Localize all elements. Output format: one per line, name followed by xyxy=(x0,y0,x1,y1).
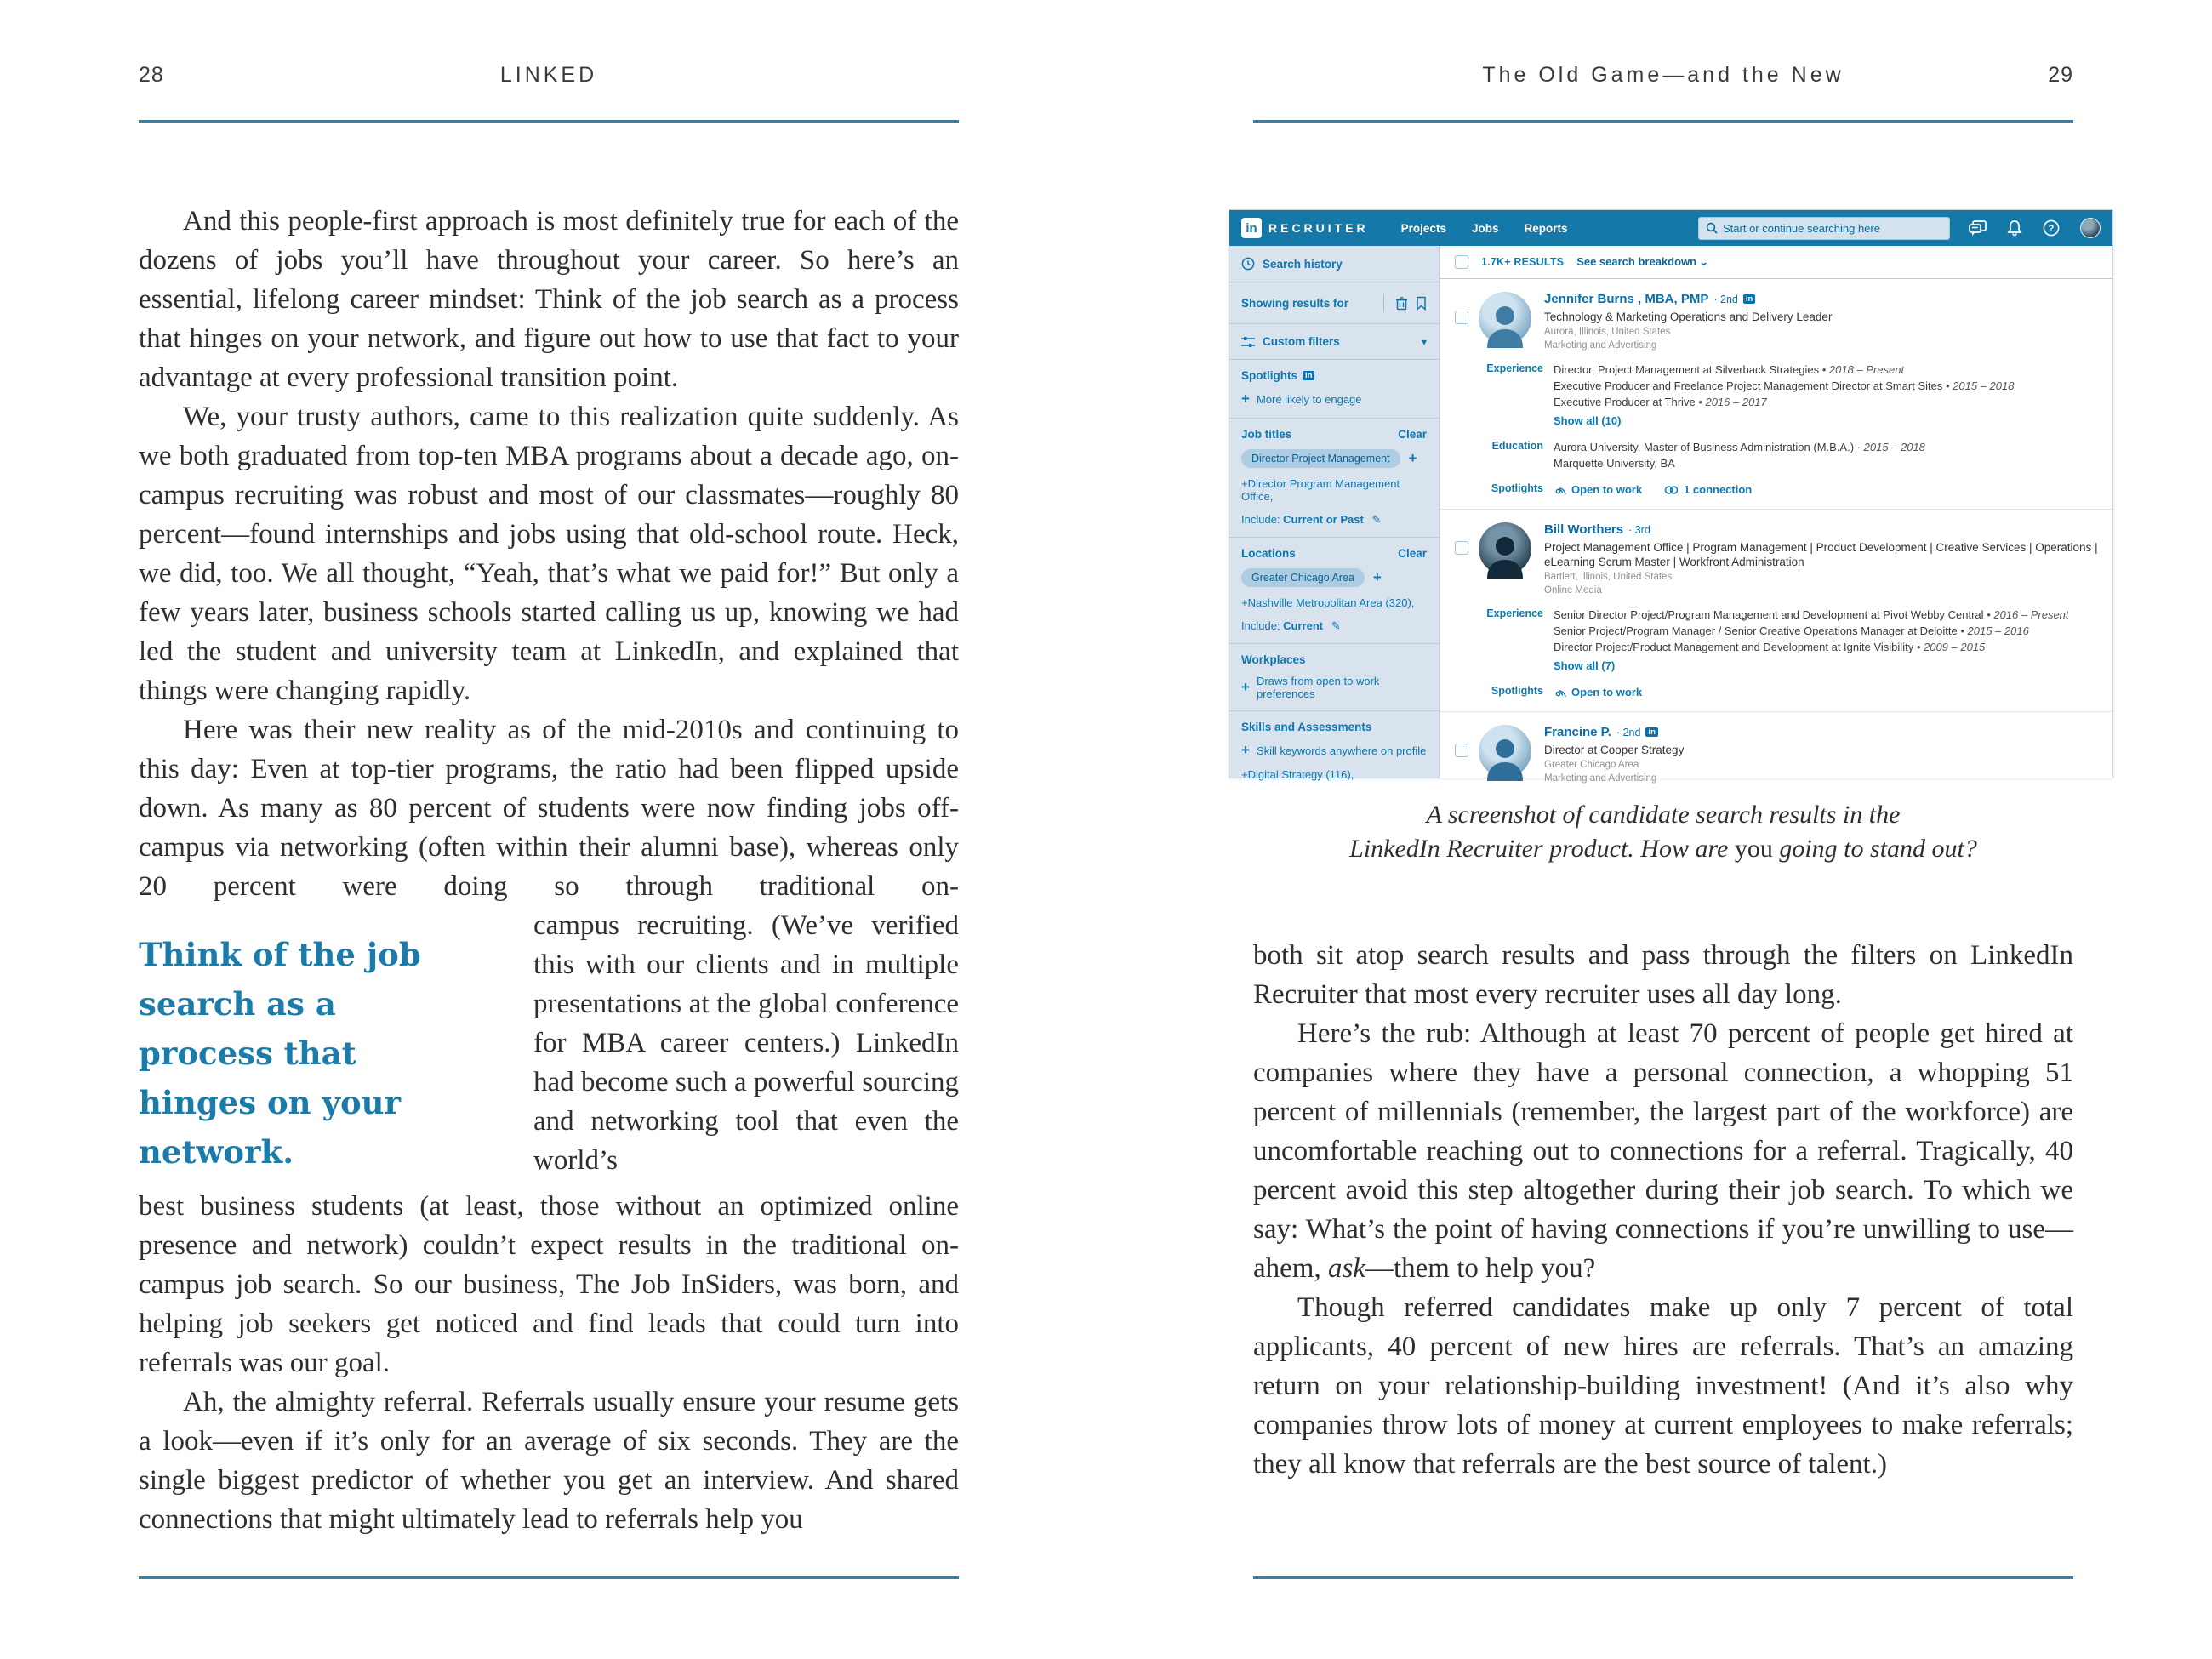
recruiter-filter-sidebar xyxy=(1229,246,1440,781)
paragraph: Though referred candidates make up only 7 percent of total applicants, 40 percent of new hires are referrals. That’s an amazing return on your relationship-building investment! (And it’s also why companies throw lots of money at current employees to make referrals; they all know that referrals are the best source of talent.) xyxy=(1253,1292,2073,1479)
education-item: Aurora University, Master of Business Administration (M.B.A.) · 2015 – 2018 xyxy=(1554,441,1925,453)
chevron-down-icon[interactable]: ▾ xyxy=(1421,335,1427,348)
connection-degree: · 2nd xyxy=(1713,293,1738,305)
bookmark-icon[interactable] xyxy=(1416,296,1427,311)
edit-pencil-icon[interactable]: ✎ xyxy=(1331,619,1341,632)
include-setting: Include: Current or Past ✎ xyxy=(1241,513,1382,526)
clock-icon xyxy=(1241,257,1255,271)
see-search-breakdown-link[interactable]: See search breakdown ⌄ xyxy=(1576,255,1708,268)
nav-jobs[interactable]: Jobs xyxy=(1471,221,1499,235)
right-bottom-rule xyxy=(1253,1576,2073,1579)
search-history-item[interactable]: Search history xyxy=(1229,246,1439,282)
candidate-location: Greater Chicago Area xyxy=(1544,760,1639,770)
paragraph: both sit atop search results and pass through the filters on LinkedIn Recruiter that most every recruiter uses all day long. xyxy=(1253,940,2073,1010)
candidate-card xyxy=(1440,279,2112,510)
search-icon xyxy=(1706,222,1718,234)
locations-section xyxy=(1229,538,1439,644)
open-to-work-spotlight[interactable]: Open to work xyxy=(1554,482,1642,498)
profile-photo[interactable] xyxy=(1479,522,1531,575)
pull-quote-zone xyxy=(139,906,959,1187)
help-icon[interactable] xyxy=(2043,219,2060,237)
paragraph: We, your trusty authors, came to this realization quite suddenly. As we both graduated from top-ten MBA programs about a decade ago, on-campus recruiting was robust and most of our classmates—roughly 80 percent—found internships and jobs using that old-school route. Heck, we did, too. We all thought, “Yeah, that’s what we paid for!” But only a few years later, business schools started calling us up, knowing we had led the student and university team at LinkedIn, and explained that things were changing rapidly. xyxy=(139,402,959,706)
page-number: 29 xyxy=(2048,63,2073,87)
spotlights-label: Spotlights xyxy=(1491,685,1543,697)
experience-item: Senior Project/Program Manager / Senior Creative Operations Manager at Deloitte • 2015 – 2016 xyxy=(1554,624,2029,637)
connection-spotlight[interactable]: 1 connection xyxy=(1664,482,1752,498)
job-title-suggestion[interactable]: +Director Program Management Office, xyxy=(1241,477,1400,503)
locations-label: Locations xyxy=(1241,547,1296,560)
open-to-work-icon xyxy=(1554,483,1566,496)
education-item: Marquette University, BA xyxy=(1554,457,1675,470)
candidate-location: Bartlett, Illinois, United States xyxy=(1544,572,1673,582)
caption-emphasis: you xyxy=(1734,835,1773,863)
linkedin-recruiter-screenshot xyxy=(1229,209,2113,784)
workplaces-label: Workplaces xyxy=(1241,653,1306,666)
skills-section xyxy=(1229,711,1439,791)
linkedin-logo-icon[interactable]: in xyxy=(1241,218,1262,238)
candidate-industry: Online Media xyxy=(1544,585,1602,596)
experience-item: Director Project/Product Management and Development at Ignite Visibility • 2009 – 2015 xyxy=(1554,641,1986,653)
candidate-headline: Director at Cooper Strategy xyxy=(1544,744,1685,756)
candidate-industry: Marketing and Advertising xyxy=(1544,340,1657,351)
add-job-title-button[interactable]: + xyxy=(1408,450,1417,466)
spotlights-section: Spotlights in + More likely to engage xyxy=(1229,360,1439,419)
right-page-header xyxy=(1253,63,2073,123)
search-input[interactable] xyxy=(1723,222,1942,235)
paragraph: best business students (at least, those without an optimized online presence and network) couldn’t expect results in the traditional on-campus job search. So our business, The Job InSiders, was born, and helping job seekers get noticed and find leads that could turn into referrals was our goal. xyxy=(139,1191,959,1378)
connection-link-icon xyxy=(1664,485,1679,495)
search-box[interactable] xyxy=(1698,217,1950,240)
running-head: LINKED xyxy=(499,63,598,87)
recruiter-nav xyxy=(1401,222,1568,235)
candidate-checkbox[interactable] xyxy=(1455,744,1468,757)
job-titles-section xyxy=(1229,419,1439,538)
include-setting: Include: Current ✎ xyxy=(1241,619,1341,632)
experience-item: Director, Project Management at Silverback Strategies • 2018 – Present xyxy=(1554,363,1905,376)
custom-filters-row[interactable]: Custom filters ▾ xyxy=(1229,324,1439,360)
nav-reports[interactable]: Reports xyxy=(1524,221,1568,235)
show-all-experience-link[interactable]: Show all (10) xyxy=(1554,414,1622,427)
results-header xyxy=(1440,246,2112,279)
left-page-body xyxy=(139,202,959,1539)
clear-job-titles-button[interactable]: Clear xyxy=(1398,428,1427,441)
page-number: 28 xyxy=(139,63,164,87)
profile-photo[interactable] xyxy=(1479,725,1531,778)
spotlight-filter-item[interactable]: + More likely to engage xyxy=(1241,391,1362,407)
paragraph: And this people-first approach is most definitely true for each of the dozens of jobs you’ll have throughout your career. So here’s an essential, lifelong career mindset: Think of the job search as a process that hinges on your network, and figure out how to use that fact to your advantage at every professional transition point. xyxy=(139,206,959,393)
candidate-card xyxy=(1440,510,2112,712)
plus-icon: + xyxy=(1241,742,1250,758)
linkedin-badge-icon: in xyxy=(1303,371,1314,381)
filter-sliders-icon xyxy=(1241,336,1255,348)
running-head: The Old Game—and the New xyxy=(1482,63,1844,87)
figure-caption: A screenshot of candidate search results in the LinkedIn Recruiter product. How are you going to stand out? xyxy=(1349,801,1977,863)
profile-photo[interactable] xyxy=(1479,292,1531,345)
candidate-headline: Project Management Office | Program Management | Product Development | Creative Services | Operations | eLearning Scrum Master | Workfront Administration xyxy=(1544,541,2098,568)
paragraph: campus recruiting. (We’ve verified this with our clients and in multiple presentations at the global conference for MBA career centers.) LinkedIn had become such a powerful sourcing and networking tool that even the world’s xyxy=(533,910,959,1176)
trash-icon[interactable] xyxy=(1395,296,1408,311)
recruiter-brand: RECRUITER xyxy=(1268,221,1369,235)
show-all-experience-link[interactable]: Show all (7) xyxy=(1554,659,1616,672)
experience-item: Senior Director Project/Program Management and Development at Pivot Webby Central • 2016 – Present xyxy=(1554,608,2069,621)
chevron-down-icon: ⌄ xyxy=(1699,255,1708,268)
svg-text:?: ? xyxy=(2048,224,2055,234)
select-all-checkbox[interactable] xyxy=(1455,255,1468,269)
skill-suggestion[interactable]: +Digital Strategy (116), xyxy=(1241,768,1354,781)
candidate-name-link[interactable]: Bill Worthers xyxy=(1544,522,1624,537)
showing-results-row: Showing results for xyxy=(1229,282,1439,324)
messages-icon[interactable] xyxy=(1969,220,1987,237)
edit-pencil-icon[interactable]: ✎ xyxy=(1371,513,1382,526)
connection-degree: · 2nd xyxy=(1616,726,1641,738)
user-avatar[interactable] xyxy=(2080,218,2101,238)
paragraph: Here’s the rub: Although at least 70 percent of people get hired at companies where they have a personal connection, a whopping 51 percent of millennials (remember, the largest part of the workforce) are uncomfortable reaching out to connections for a referral. Tragically, 40 percent avoid this step altogether during their job search. To which we say: What’s the point of having connections if you’re unwilling to use—ahem, ask—them to help you? xyxy=(1253,1018,2073,1284)
clear-locations-button[interactable]: Clear xyxy=(1398,547,1427,560)
right-page-body xyxy=(1253,936,2073,1484)
candidate-name-link[interactable]: Jennifer Burns , MBA, PMP xyxy=(1544,292,1709,306)
left-page-header xyxy=(139,63,959,123)
location-suggestion[interactable]: +Nashville Metropolitan Area (320), xyxy=(1241,596,1415,609)
emphasis-ask: ask xyxy=(1327,1253,1365,1284)
candidate-checkbox[interactable] xyxy=(1455,311,1468,324)
plus-icon: + xyxy=(1241,391,1250,407)
experience-label: Experience xyxy=(1486,362,1543,374)
workplaces-section xyxy=(1229,644,1439,711)
experience-label: Experience xyxy=(1486,607,1543,619)
left-bottom-rule xyxy=(139,1576,959,1579)
open-to-work-icon xyxy=(1554,686,1566,698)
location-chip[interactable]: Greater Chicago Area xyxy=(1241,568,1365,587)
linkedin-badge-icon: in xyxy=(1645,727,1657,738)
open-to-work-spotlight[interactable]: Open to work xyxy=(1554,684,1642,700)
candidate-location: Aurora, Illinois, United States xyxy=(1544,327,1671,337)
results-count: 1.7K+ RESULTS xyxy=(1481,256,1565,268)
candidate-name-link[interactable]: Francine P. xyxy=(1544,725,1611,739)
experience-item: Executive Producer and Freelance Project Management Director at Smart Sites • 2015 – 2018 xyxy=(1554,379,2015,392)
paragraph: Here was their new reality as of the mid-2010s and continuing to this day: Even at top-tier programs, the ratio had been flipped upside down. As many as 80 percent of students were now finding jobs off-campus via networking (often within their alumni base), whereas only 20 percent were doing so through traditional on- xyxy=(139,715,959,902)
experience-item: Executive Producer at Thrive • 2016 – 2017 xyxy=(1554,396,1767,408)
skills-label: Skills and Assessments xyxy=(1241,721,1372,733)
spotlights-label: Spotlights xyxy=(1491,482,1543,494)
paragraph: Ah, the almighty referral. Referrals usually ensure your resume gets a look—even if it’s only for an average of six seconds. They are the single biggest predictor of whether you get an interview. And shared connections that might ultimately lead to referrals help you xyxy=(139,1387,959,1535)
candidate-card xyxy=(1440,712,2112,795)
education-label: Education xyxy=(1491,440,1543,452)
job-title-chip[interactable]: Director Project Management xyxy=(1241,449,1400,468)
add-location-button[interactable]: + xyxy=(1372,569,1382,585)
nav-projects[interactable]: Projects xyxy=(1400,221,1446,235)
workplaces-filter-item[interactable]: + Draws from open to work preferences xyxy=(1241,675,1380,700)
plus-icon: + xyxy=(1241,679,1250,695)
connection-degree: · 3rd xyxy=(1628,523,1650,536)
candidate-headline: Technology & Marketing Operations and Delivery Leader xyxy=(1544,311,1833,323)
job-titles-label: Job titles xyxy=(1241,428,1292,441)
pull-quote: Think of the job search as a process that hinges on your network. xyxy=(139,936,421,1171)
notifications-bell-icon[interactable] xyxy=(2007,219,2022,237)
linkedin-badge-icon: in xyxy=(1743,294,1755,305)
recruiter-top-bar xyxy=(1229,210,2112,246)
candidate-industry: Marketing and Advertising xyxy=(1544,773,1657,784)
skills-filter-item[interactable]: + Skill keywords anywhere on profile xyxy=(1241,742,1427,758)
candidate-checkbox[interactable] xyxy=(1455,541,1468,555)
search-results xyxy=(1440,246,2112,784)
